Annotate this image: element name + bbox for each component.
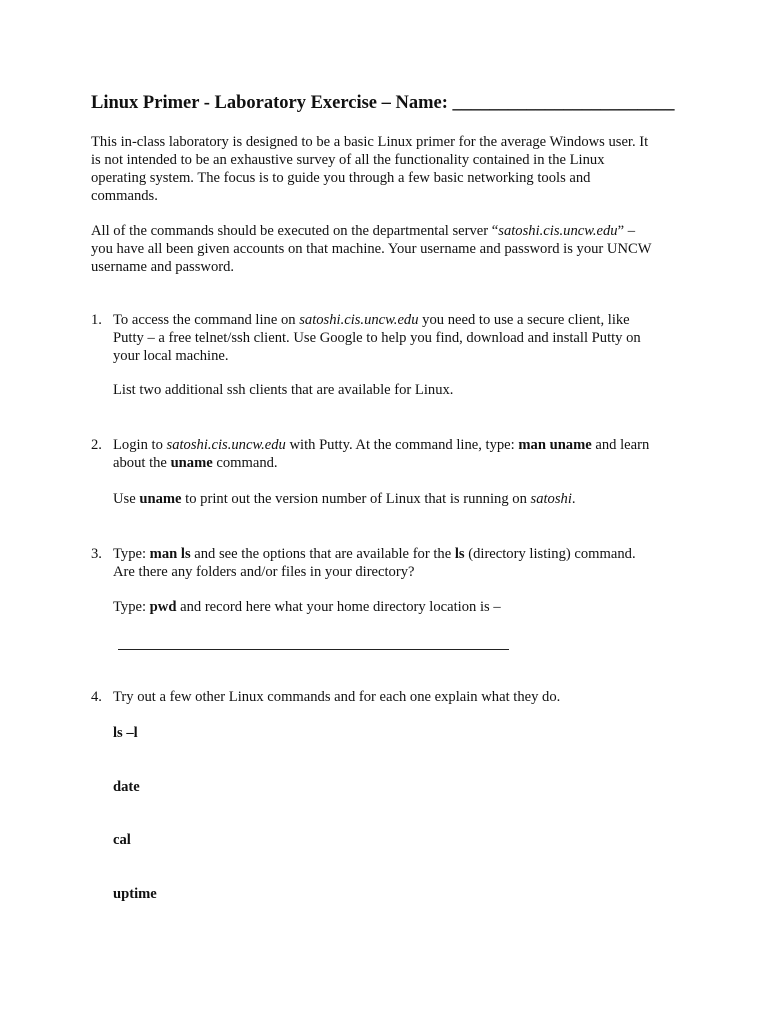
- answer-line: [118, 649, 509, 650]
- command-text: uname: [170, 455, 213, 471]
- command-text: uname: [139, 491, 182, 507]
- text-line: This in-class laboratory is designed to be a basic Linux primer for the average Windows user. It: [91, 134, 649, 150]
- command-text: man ls: [149, 546, 191, 562]
- question-2-text: [113, 436, 693, 472]
- question-4-number: 4.: [91, 689, 102, 705]
- question-3-text: [113, 545, 693, 581]
- text-run: and see the options that are available for the: [190, 546, 455, 562]
- command-ls-l: ls –l: [113, 725, 138, 741]
- text-line: [113, 311, 693, 329]
- text-run: Type:: [113, 599, 150, 615]
- text-line: Are there any folders and/or files in your directory?: [113, 564, 415, 580]
- command-text: man uname: [518, 437, 592, 453]
- text-run: Type:: [113, 546, 150, 562]
- server-hostname: satoshi.cis.uncw.edu: [299, 312, 419, 328]
- text-run: command.: [212, 455, 278, 471]
- question-3-task: [113, 598, 693, 616]
- text-run: and learn: [591, 437, 650, 453]
- text-line: [113, 454, 693, 472]
- text-line: commands.: [91, 188, 158, 204]
- text-line: is not intended to be an exhaustive survey of all the functionality contained in the Linux: [91, 152, 605, 168]
- question-1-number: 1.: [91, 312, 102, 328]
- text-line: [91, 222, 691, 240]
- text-line: username and password.: [91, 259, 235, 275]
- command-text: pwd: [149, 599, 177, 615]
- text-line: [113, 436, 693, 454]
- text-line: your local machine.: [113, 348, 229, 364]
- server-hostname: satoshi.cis.uncw.edu: [498, 223, 618, 239]
- text-run: and record here what your home directory location is –: [176, 599, 501, 615]
- text-run: about the: [113, 455, 171, 471]
- text-line: Putty – a free telnet/ssh client. Use Google to help you find, download and install Putty on: [113, 330, 641, 346]
- command-text: ls: [454, 546, 465, 562]
- intro-paragraph-1: [91, 133, 691, 205]
- question-1-task: List two additional ssh clients that are available for Linux.: [113, 382, 454, 398]
- server-hostname: satoshi.cis.uncw.edu: [166, 437, 286, 453]
- text-line: [113, 598, 693, 616]
- text-run: with Putty. At the command line, type:: [285, 437, 519, 453]
- text-line: [113, 545, 693, 563]
- intro-paragraph-2: [91, 222, 691, 276]
- text-line: operating system. The focus is to guide you through a few basic networking tools and: [91, 170, 591, 186]
- text-run: To access the command line on: [113, 312, 300, 328]
- text-run: to print out the version number of Linux that is running on: [181, 491, 531, 507]
- text-line: [113, 490, 693, 508]
- question-3-number: 3.: [91, 546, 102, 562]
- question-2-number: 2.: [91, 437, 102, 453]
- text-run: Login to: [113, 437, 167, 453]
- page-title: Linux Primer - Laboratory Exercise – Name: ________________________: [91, 93, 675, 113]
- question-1-text: [113, 311, 693, 365]
- text-run: All of the commands should be executed on the departmental server “: [91, 223, 499, 239]
- text-run: ” –: [617, 223, 636, 239]
- question-2-task: [113, 490, 693, 508]
- text-run: Use: [113, 491, 140, 507]
- command-date: date: [113, 779, 140, 795]
- text-line: you have all been given accounts on that machine. Your username and password is your UNCW: [91, 241, 652, 257]
- command-cal: cal: [113, 832, 131, 848]
- text-run: (directory listing) command.: [464, 546, 636, 562]
- text-run: .: [571, 491, 576, 507]
- question-4-text: Try out a few other Linux commands and for each one explain what they do.: [113, 689, 561, 705]
- text-run: you need to use a secure client, like: [418, 312, 630, 328]
- server-hostname: satoshi: [530, 491, 572, 507]
- command-uptime: uptime: [113, 886, 157, 902]
